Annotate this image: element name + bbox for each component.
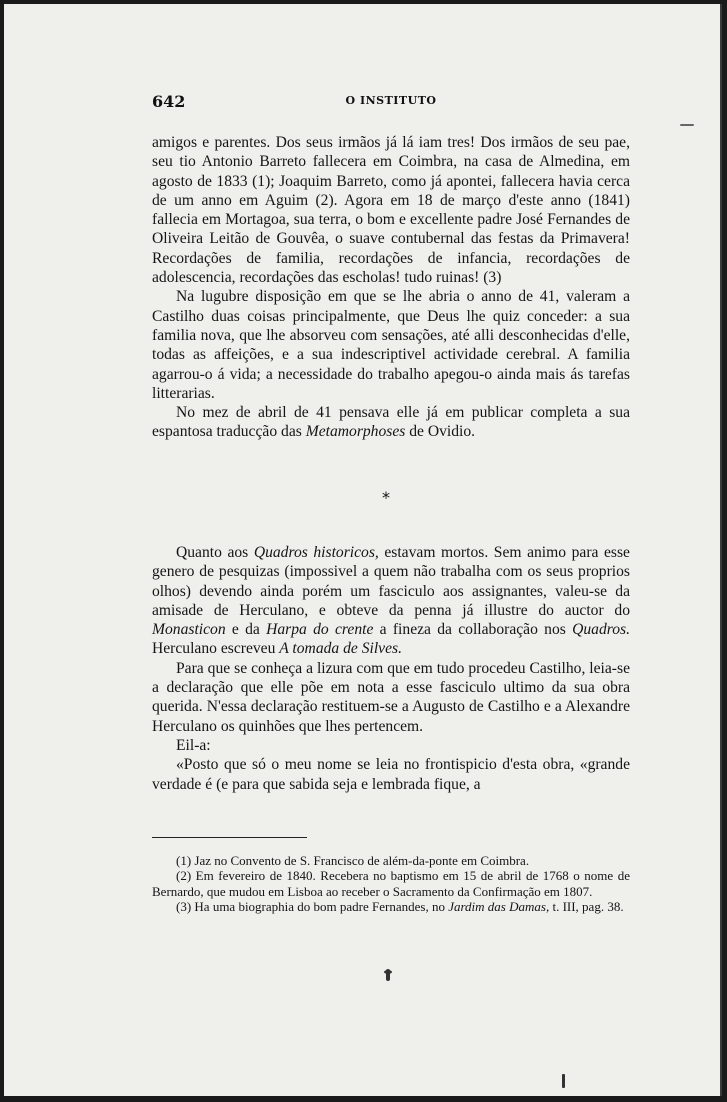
italic-title: Monasticon <box>152 621 226 639</box>
ink-speck <box>562 1074 565 1088</box>
text-run: t. III, pag. 38. <box>549 899 624 915</box>
italic-title: Metamorphoses <box>305 423 406 441</box>
footnote: (1) Jaz no Convento de S. Francisco de além-da-ponte em Coimbra. <box>176 853 530 868</box>
text-run: a fineza da collaboração nos <box>373 621 573 639</box>
section-break-asterisk: * <box>382 488 390 507</box>
section-2 <box>152 543 630 794</box>
running-title: O INSTITUTO <box>345 94 437 107</box>
italic-title: Quadros historicos, <box>253 544 379 561</box>
book-page <box>4 4 722 1096</box>
italic-title: Quadros. <box>572 621 631 639</box>
italic-title: Harpa do crente <box>266 621 374 639</box>
footnote: (2) Em fevereiro de 1840. Recebera no baptismo em 15 de abril de 1768 o nome de Bernardo, que mudou em Lisboa ao receber o Sacramento da Confirmação em 1807. <box>152 868 630 899</box>
page-number: 642 <box>152 92 186 111</box>
text-run: de Ovidio. <box>405 423 476 441</box>
page-header <box>152 92 630 114</box>
footnotes <box>152 853 630 915</box>
paragraph: «Posto que só o meu nome se leia no frontispicio d'esta obra, «grande verdade é (e para que sabida seja e lembrada fique, a <box>152 756 630 793</box>
text-run: Herculano escreveu <box>152 640 280 658</box>
paragraph: Na lugubre disposição em que se lhe abria o anno de 41, valeram a Castilho duas coisas principalmente, que Deus lhe quiz conceder: a sua familia nova, que lhe absorveu com sensações, até alli desconhecidas d'elle, todas as affeições, e a sua indescriptivel actividade cerebral. A familia agarrou-o á vida; a necessidade do trabalho apegou-o ainda mais ás tarefas litterarias. <box>152 288 630 402</box>
footnote <box>152 899 630 914</box>
text-run: Quanto aos <box>176 544 254 561</box>
ink-speck <box>680 124 694 126</box>
paragraph: amigos e parentes. Dos seus irmãos já lá iam tres! Dos irmãos de seu pae, seu tio Antonio Barreto fallecera em Coimbra, na casa de Almedina, em agosto de 1833 (1); Joaquim Barreto, como já apontei, fallecera havia cerca de um anno em Aguim (2). Agora em 18 de março d'este anno (1841) fallecia em Mortagoa, sua terra, o bom e excellente padre José Fernandes de Oliveira Leitão de Gouvêa, o suave contubernal das festas da Primavera! Recordações de familia, recordações de infancia, recordações de adolescencia, recordações das escholas! tudo ruinas! (3) <box>152 134 630 287</box>
italic-title: Jardim das Damas, <box>448 899 550 915</box>
paragraph: Para que se conheça a lizura com que em tudo procedeu Castilho, leia-se a declaração que elle põe em nota a esse fasciculo ultimo da sua obra querida. N'essa declaração restituem-se a Augusto de Castilho e a Alexandre Herculano os quinhões que lhes pertencem. <box>152 659 630 735</box>
text-run: e da <box>225 621 267 639</box>
ink-speck <box>384 970 392 974</box>
footnote-divider <box>152 837 307 838</box>
text-run: (3) Ha uma biographia do bom padre Fernandes, no <box>176 899 449 915</box>
section-1 <box>152 133 630 442</box>
text-run: No mez de abril de 41 pensava elle já em publicar completa a sua espantosa traducção das <box>152 404 630 441</box>
paragraph <box>152 403 630 442</box>
text-run: estavam mortos. Sem animo para esse genero de pesquizas (impossivel a quem não trabalha com os seus proprios olhos) devendo ainda porém um fasciculo aos assignantes, valeu-se da amisade de Herculano, e obteve da penna já illustre do auctor do <box>152 544 630 619</box>
paragraph <box>152 543 630 659</box>
paragraph: Eil-a: <box>176 736 211 754</box>
italic-title: A tomada de Silves. <box>279 640 402 658</box>
